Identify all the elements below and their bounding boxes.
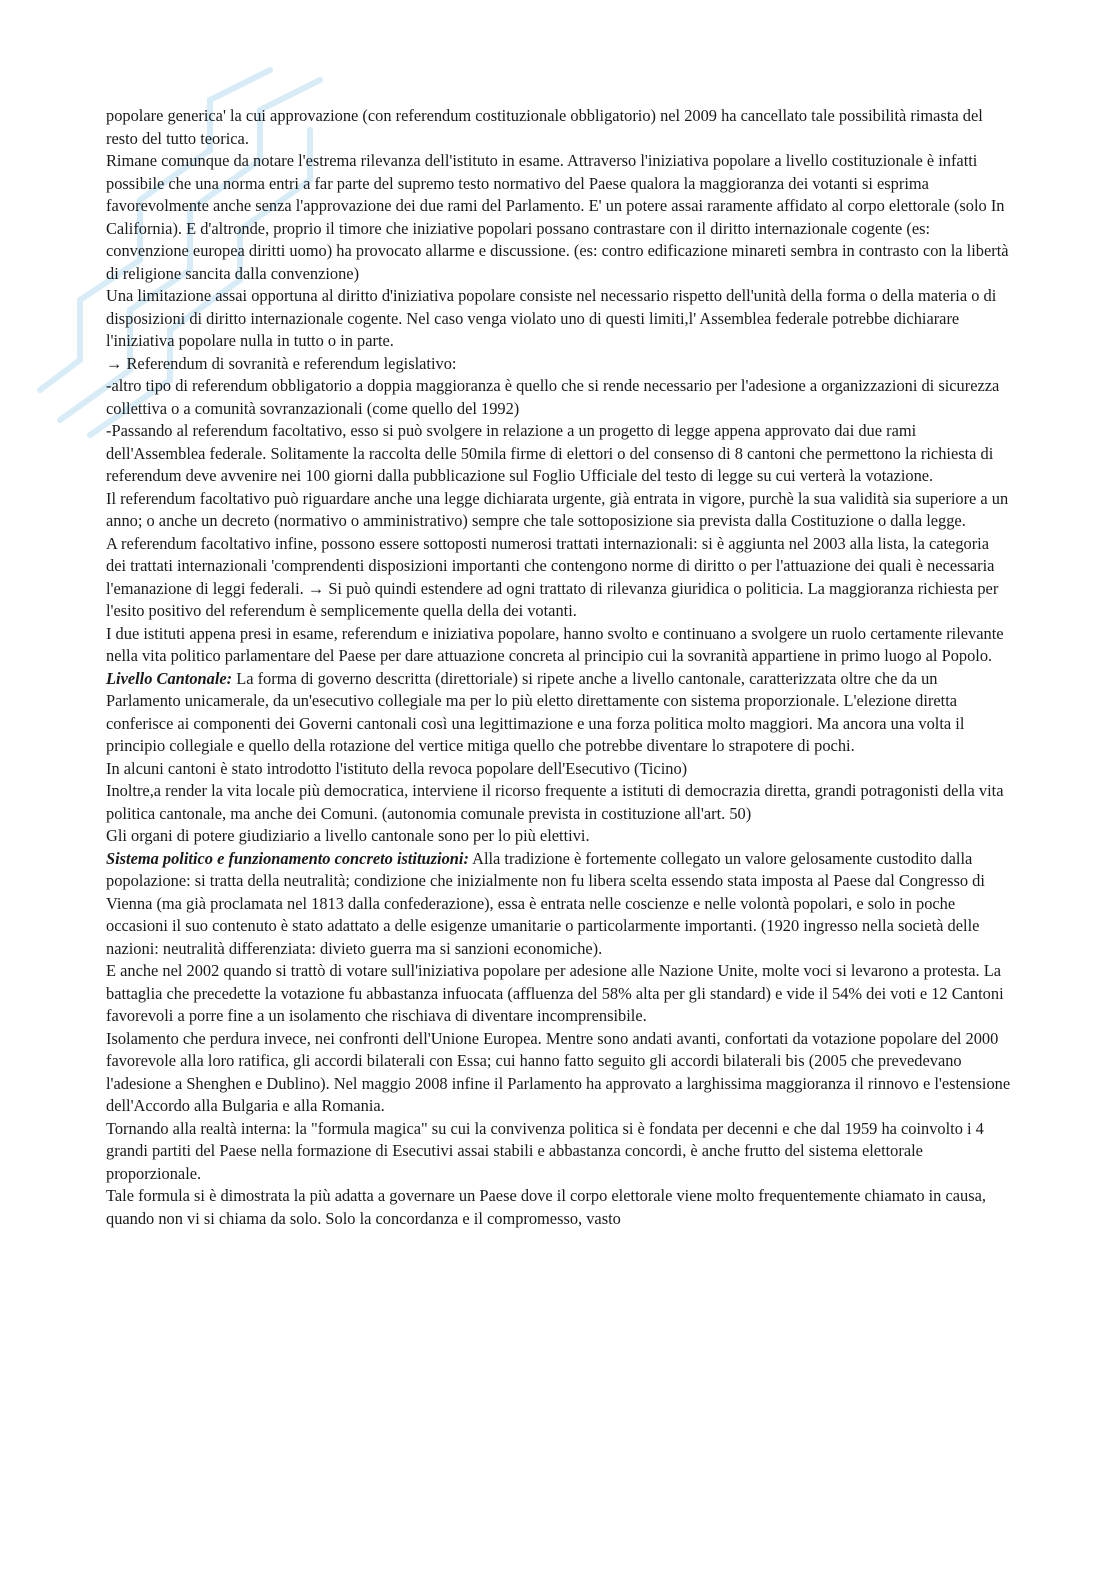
paragraph-text: Alla tradizione è fortemente collegato un valore gelosamente custodito dalla popolazione: si tratta della neutralità; condizione che inizialmente non fu libera scelta essendo stata imposta al Paese dal Congresso di Vienna (ma già proclamata nel 1813 dalla confederazione), essa è entrata nelle coscienze e nelle volontà popolari, e solo in poche occasioni il suo contenuto è stato adattato a delle esigenze umanitarie o particolarmente importanti. (1920 ingresso nella società delle nazioni: neutralità differenziata: divieto guerra ma si sanzioni economiche). <box>106 848 985 958</box>
paragraph: -altro tipo di referendum obbligatorio a doppia maggioranza è quello che si rende necessario per l'adesione a organizzazioni di sicurezza collettiva o a comunità sovranzazionali (come quello del 1992) <box>106 376 1000 418</box>
section-lead: Sistema politico e funzionamento concreto istituzioni: <box>106 848 469 868</box>
paragraph: -Passando al referendum facoltativo, esso si può svolgere in relazione a un progetto di legge appena approvato dai due rami dell'Assemblea federale. Solitamente la raccolta delle 50mila firme di elettori o del consenso di 8 cantoni che permettono la richiesta di referendum deve avvenire nei 100 giorni dalla pubblicazione sul Foglio Ufficiale del testo di legge su cui verterà la votazione. <box>106 421 994 485</box>
paragraph <box>106 668 1011 758</box>
paragraph: → Referendum di sovranità e referendum legislativo: <box>106 353 457 373</box>
paragraph <box>106 848 1011 961</box>
document-body <box>106 105 1011 1230</box>
paragraph: E anche nel 2002 quando si trattò di votare sull'iniziativa popolare per adesione alle Nazione Unite, molte voci si levarono a protesta. La battaglia che precedette la votazione fu abbastanza infuocata (affluenza del 58% alta per gli standard) e vide il 54% dei voti e 12 Cantoni favorevoli a porre fine a un isolamento che rischiava di diventare incomprensibile. <box>106 961 1004 1025</box>
paragraph: Il referendum facoltativo può riguardare anche una legge dichiarata urgente, già entrata in vigore, purchè la sua validità sia superiore a un anno; o anche un decreto (normativo o amministrativo) sempre che tale sottoposizione sia prevista dalla Costituzione o dalla legge. <box>106 488 1009 530</box>
paragraph: Tale formula si è dimostrata la più adatta a governare un Paese dove il corpo elettorale viene molto frequentemente chiamato in causa, quando non vi si chiama da solo. Solo la concordanza e il compromesso, vasto <box>106 1186 986 1228</box>
paragraph: A referendum facoltativo infine, possono essere sottoposti numerosi trattati internazionali: si è aggiunta nel 2003 alla lista, la categoria dei trattati internazionali 'comprendenti disposizioni importanti che contengono norme di diritto o per l'attuazione dei quali è necessaria l'emanazione di leggi federali. → Si può quindi estendere ad ogni trattato di rilevanza giuridica o politicia. La maggioranza richiesta per l'esito positivo del referendum è semplicemente quella della dei votanti. <box>106 533 999 620</box>
paragraph-text: La forma di governo descritta (direttoriale) si ripete anche a livello cantonale, caratterizzata oltre che da un Parlamento unicamerale, da un'esecutivo collegiale ma per lo più eletto direttamente con sistema proporzionale. L'elezione diretta conferisce ai componenti dei Governi cantonali così una legittimazione e una forza politica molto maggiori. Ma ancora una volta il principio collegiale e quello della rotazione del vertice mitiga quello che potrebbe diventare lo strapotere di pochi. <box>106 668 965 755</box>
paragraph: popolare generica' la cui approvazione (con referendum costituzionale obbligatorio) nel 2009 ha cancellato tale possibilità rimasta del resto del tutto teorica. <box>106 106 983 148</box>
section-lead: Livello Cantonale: <box>106 668 233 688</box>
paragraph: Inoltre,a render la vita locale più democratica, interviene il ricorso frequente a istituti di democrazia diretta, grandi potragonisti della vita politica cantonale, ma anche dei Comuni. (autonomia comunale prevista in costituzione all'art. 50) <box>106 781 1004 823</box>
paragraph: I due istituti appena presi in esame, referendum e iniziativa popolare, hanno svolto e continuano a svolgere un ruolo certamente rilevante nella vita politico parlamentare del Paese per dare attuazione concreta al principio cui la sovranità appartiene in primo luogo al Popolo. <box>106 623 1004 665</box>
paragraph: Rimane comunque da notare l'estrema rilevanza dell'istituto in esame. Attraverso l'iniziativa popolare a livello costituzionale è infatti possibile che una norma entri a far parte del supremo testo normativo del Paese qualora la maggioranza dei votanti si esprima favorevolmente anche senza l'approvazione dei due rami del Parlamento. E' un potere assai raramente affidato al corpo elettorale (solo In California). E d'altronde, proprio il timore che iniziative popolari possano contrastare con il diritto internazionale cogente (es: convenzione europea diritti uomo) ha provocato allarme e discussione. (es: contro edificazione minareti sembra in contrasto con la libertà di religione sancita dalla convenzione) <box>106 151 1009 283</box>
paragraph: Tornando alla realtà interna: la "formula magica" su cui la convivenza politica si è fondata per decenni e che dal 1959 ha coinvolto i 4 grandi partiti del Paese nella formazione di Esecutivi assai stabili e abbastanza concordi, è anche frutto del sistema elettorale proporzionale. <box>106 1118 984 1183</box>
paragraph: Isolamento che perdura invece, nei confronti dell'Unione Europea. Mentre sono andati avanti, confortati da votazione popolare del 2000 favorevole alla loro ratifica, gli accordi bilaterali con Essa; cui hanno fatto seguito gli accordi bilaterali bis (2005 che prevedevano l'adesione a Shenghen e Dublino). Nel maggio 2008 infine il Parlamento ha approvato a larghissima maggioranza il rinnovo e l'estensione dell'Accordo alla Bulgaria e alla Romania. <box>106 1028 1011 1115</box>
paragraph: In alcuni cantoni è stato introdotto l'istituto della revoca popolare dell'Esecutivo (Ticino) <box>106 758 688 778</box>
paragraph: Gli organi di potere giudiziario a livello cantonale sono per lo più elettivi. <box>106 826 590 845</box>
paragraph: Una limitazione assai opportuna al diritto d'iniziativa popolare consiste nel necessario rispetto dell'unità della forma o della materia o di disposizioni di diritto internazionale cogente. Nel caso venga violato uno di questi limiti,l' Assemblea federale potrebbe dichiarare l'iniziativa popolare nulla in tutto o in parte. <box>106 286 997 350</box>
